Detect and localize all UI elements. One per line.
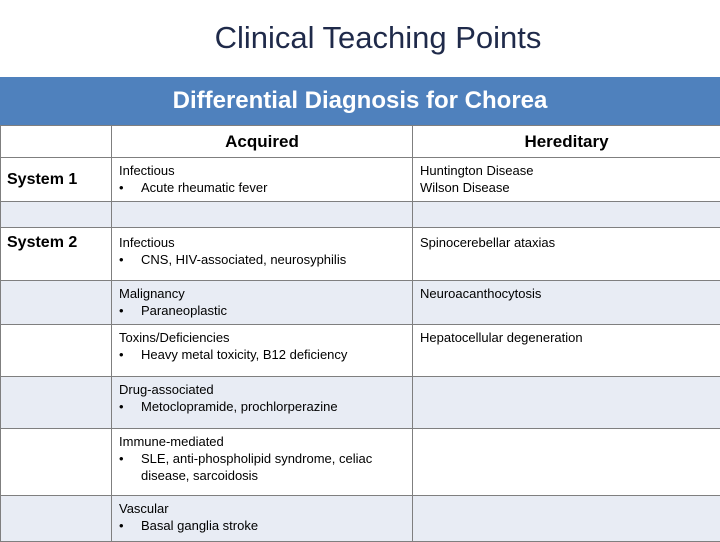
bullet-glyph: • <box>119 302 141 319</box>
acquired-cell <box>112 228 413 281</box>
acquired-cell <box>112 429 413 496</box>
hereditary-cell <box>413 377 720 429</box>
system-label <box>1 496 112 542</box>
spacer-row <box>1 202 720 228</box>
subtitle-band <box>0 77 720 125</box>
bullet-item <box>119 346 406 363</box>
hereditary-cell: Huntington Disease Wilson Disease <box>413 158 720 202</box>
table-header-row <box>1 126 720 158</box>
bullet-glyph: • <box>119 179 141 196</box>
spacer-cell <box>1 202 112 228</box>
acquired-category: Infectious <box>119 234 406 251</box>
acquired-cell <box>112 325 413 377</box>
hereditary-cell <box>413 429 720 496</box>
acquired-category: Toxins/Deficiencies <box>119 329 406 346</box>
bullet-item <box>119 450 406 484</box>
table-row <box>1 377 720 429</box>
table-row <box>1 228 720 281</box>
acquired-cell <box>112 281 413 325</box>
table-row <box>1 496 720 542</box>
table-row <box>1 158 720 202</box>
bullet-item <box>119 398 406 415</box>
hereditary-cell: Hepatocellular degeneration <box>413 325 720 377</box>
acquired-category: Vascular <box>119 500 406 517</box>
bullet-text: Basal ganglia stroke <box>141 517 406 534</box>
hereditary-cell: Spinocerebellar ataxias <box>413 228 720 281</box>
system-label: System 2 <box>1 228 112 281</box>
differential-table <box>0 125 720 542</box>
acquired-cell <box>112 496 413 542</box>
bullet-glyph: • <box>119 450 141 484</box>
system-label <box>1 429 112 496</box>
bullet-glyph: • <box>119 346 141 363</box>
hereditary-cell: Neuroacanthocytosis <box>413 281 720 325</box>
system-label <box>1 325 112 377</box>
bullet-item <box>119 251 406 268</box>
header-acquired: Acquired <box>112 126 413 158</box>
bullet-text: CNS, HIV-associated, neurosyphilis <box>141 251 406 268</box>
system-label <box>1 281 112 325</box>
system-label: System 1 <box>1 158 112 202</box>
slide-title: Clinical Teaching Points <box>0 20 720 56</box>
bullet-glyph: • <box>119 251 141 268</box>
acquired-category: Malignancy <box>119 285 406 302</box>
bullet-text: SLE, anti-phospholipid syndrome, celiac disease, sarcoidosis <box>141 450 406 484</box>
acquired-cell <box>112 158 413 202</box>
table-row <box>1 429 720 496</box>
acquired-cell <box>112 377 413 429</box>
header-hereditary: Hereditary <box>413 126 720 158</box>
system-label <box>1 377 112 429</box>
table-title: Differential Diagnosis for Chorea <box>0 87 720 115</box>
bullet-glyph: • <box>119 517 141 534</box>
bullet-text: Heavy metal toxicity, B12 deficiency <box>141 346 406 363</box>
hereditary-cell <box>413 496 720 542</box>
acquired-category: Immune-mediated <box>119 433 406 450</box>
acquired-category: Infectious <box>119 162 406 179</box>
spacer-cell <box>413 202 720 228</box>
bullet-glyph: • <box>119 398 141 415</box>
acquired-category: Drug-associated <box>119 381 406 398</box>
table-row <box>1 325 720 377</box>
bullet-text: Metoclopramide, prochlorperazine <box>141 398 406 415</box>
bullet-text: Paraneoplastic <box>141 302 406 319</box>
bullet-text: Acute rheumatic fever <box>141 179 406 196</box>
bullet-item <box>119 302 406 319</box>
header-empty <box>1 126 112 158</box>
table-row <box>1 281 720 325</box>
bullet-item <box>119 517 406 534</box>
bullet-item <box>119 179 406 196</box>
spacer-cell <box>112 202 413 228</box>
